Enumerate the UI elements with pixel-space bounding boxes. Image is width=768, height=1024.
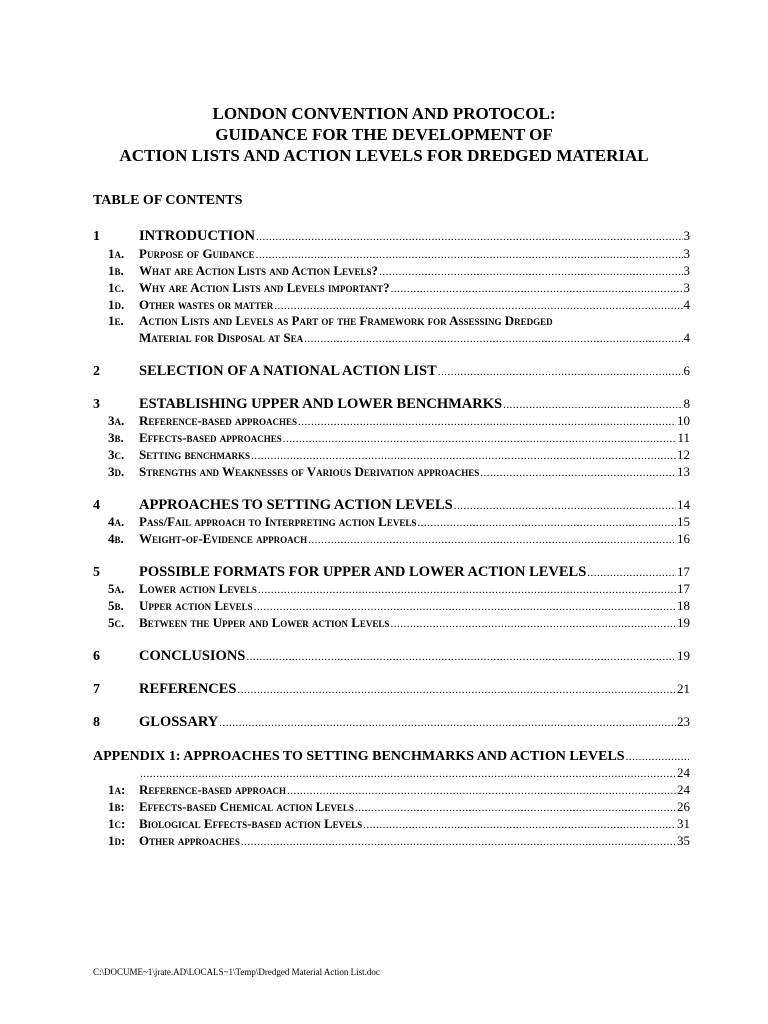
toc-entry-page: 17 <box>677 581 690 596</box>
toc-entry-title: ESTABLISHING UPPER AND LOWER BENCHMARKS <box>139 396 503 412</box>
toc-entry-title: Other wastes or matter <box>139 297 274 312</box>
toc-entry[interactable] <box>93 430 690 446</box>
toc-entry[interactable] <box>93 246 690 262</box>
toc-entry-title: APPENDIX 1: APPROACHES TO SETTING BENCHMARKS AND ACTION LEVELS <box>93 749 625 764</box>
toc-entry-number: 1d. <box>108 297 125 312</box>
toc-entry-number: 8 <box>93 715 100 730</box>
toc-entry-number: 1b. <box>108 263 124 278</box>
toc-entry-number: 5 <box>93 565 100 580</box>
toc-entry-page: 16 <box>677 531 690 546</box>
toc-entry-title: Effects-based approaches <box>139 430 282 445</box>
toc-entry[interactable] <box>93 396 690 413</box>
toc-entry-number: 3 <box>93 397 100 412</box>
dot-leader <box>355 802 676 814</box>
toc-entry-number: 1c: <box>108 816 126 831</box>
dot-leader <box>480 467 676 479</box>
dot-leader <box>256 249 683 261</box>
dot-leader <box>219 717 676 729</box>
toc-entry[interactable] <box>93 280 690 296</box>
toc-entry-title: Action Lists and Levels as Part of the Framework for Assessing Dredged <box>139 313 553 328</box>
toc-entry-number: 1a. <box>108 246 125 261</box>
toc-entry[interactable] <box>93 363 690 380</box>
toc-entry-title: SELECTION OF A NATIONAL ACTION LIST <box>139 363 437 379</box>
toc-entry-continuation[interactable] <box>93 765 690 781</box>
toc-entry[interactable] <box>93 447 690 463</box>
dot-leader <box>304 333 682 345</box>
dot-leader <box>417 517 676 529</box>
toc-entry-page: 10 <box>677 413 690 428</box>
toc-entry[interactable] <box>93 531 690 547</box>
toc-entry-page: 13 <box>677 464 690 479</box>
title-line-2: GUIDANCE FOR THE DEVELOPMENT OF <box>215 125 553 144</box>
toc-entry-number: 1 <box>93 229 100 244</box>
toc-entry[interactable] <box>93 648 690 665</box>
toc-entry[interactable] <box>93 297 690 313</box>
toc-entry-title: Biological Effects-based action Levels <box>139 816 363 831</box>
toc-entry-page: 12 <box>677 447 690 462</box>
toc-entry[interactable] <box>93 464 690 480</box>
toc-entry-page: 17 <box>677 564 690 579</box>
toc-entry-title: Strengths and Weaknesses of Various Derivation approaches <box>139 464 480 479</box>
dot-leader <box>254 601 676 613</box>
toc-entry-number: 6 <box>93 649 100 664</box>
toc-entry-page: 35 <box>677 833 690 848</box>
toc-entry-page: 3 <box>683 280 690 295</box>
toc-entry[interactable] <box>93 816 690 832</box>
toc-entry-number: 1e. <box>108 313 124 328</box>
toc-entry-number: 4b. <box>108 531 124 546</box>
toc-entry-page: 14 <box>677 497 690 512</box>
toc-entry-title: GLOSSARY <box>139 714 219 730</box>
toc-entry-title: Purpose of Guidance <box>139 246 255 261</box>
toc-entry-title-continued: Material for Disposal at Sea <box>139 330 304 345</box>
dot-leader <box>238 684 677 696</box>
toc-entry-page: 18 <box>677 598 690 613</box>
title-line-1: LONDON CONVENTION AND PROTOCOL: <box>212 104 556 123</box>
toc-entry-title: POSSIBLE FORMATS FOR UPPER AND LOWER ACTION LEVELS <box>139 564 587 580</box>
dot-leader <box>258 584 676 596</box>
dot-leader <box>363 819 676 831</box>
dot-leader <box>251 450 676 462</box>
toc-entry-page: 11 <box>677 430 690 445</box>
toc-entry-number: 3c. <box>108 447 125 462</box>
toc-entry-page: 6 <box>683 363 690 378</box>
toc-entry-title: Upper action Levels <box>139 598 253 613</box>
toc-entry[interactable] <box>93 581 690 597</box>
toc-entry-title: Between the Upper and Lower action Levels <box>139 615 390 630</box>
dot-leader <box>454 500 676 512</box>
toc-entry-page: 3 <box>683 246 690 261</box>
dot-leader <box>308 534 676 546</box>
dot-leader <box>626 751 689 763</box>
toc-entry[interactable] <box>93 799 690 815</box>
toc-entry[interactable] <box>93 714 690 731</box>
toc-entry-page: 26 <box>677 799 690 814</box>
toc-entry-number: 5c. <box>108 615 125 630</box>
toc-entry-number: 2 <box>93 364 100 379</box>
toc-entry-number: 1a: <box>108 782 126 797</box>
toc-entry-title: CONCLUSIONS <box>139 648 246 664</box>
dot-leader <box>140 768 676 780</box>
dot-leader <box>379 266 682 278</box>
toc-entry[interactable] <box>93 782 690 798</box>
document-title <box>0 103 768 166</box>
dot-leader <box>283 433 677 445</box>
dot-leader <box>438 366 683 378</box>
toc-entry[interactable] <box>93 598 690 614</box>
toc-entry-page: 15 <box>677 514 690 529</box>
toc-entry-title: REFERENCES <box>139 681 237 697</box>
toc-entry-number: 4a. <box>108 514 125 529</box>
toc-entry[interactable] <box>93 228 690 245</box>
toc-entry-number: 4 <box>93 498 100 513</box>
toc-entry-number: 3a. <box>108 413 125 428</box>
toc-entry-page: 31 <box>677 816 690 831</box>
toc-entry-page: 3 <box>683 263 690 278</box>
dot-leader <box>503 399 682 411</box>
toc-entry-title: Reference-based approach <box>139 782 286 797</box>
toc-entry-number: 1c. <box>108 280 125 295</box>
dot-leader <box>274 300 682 312</box>
toc-entry-number: 3b. <box>108 430 124 445</box>
dot-leader <box>246 651 676 663</box>
toc-entry-title: Setting benchmarks <box>139 447 250 462</box>
toc-entry-title: Effects-based Chemical action Levels <box>139 799 354 814</box>
dot-leader <box>587 567 676 579</box>
toc-entry-title: Why are Action Lists and Levels important? <box>139 280 390 295</box>
toc-entry-title: Other approaches <box>139 833 240 848</box>
toc-entry-appendix[interactable] <box>93 749 690 765</box>
toc-entry-number: 7 <box>93 682 100 697</box>
dot-leader <box>241 836 676 848</box>
toc-entry[interactable] <box>93 313 690 329</box>
toc-entry-page: 21 <box>677 681 690 696</box>
toc-entry-number: 1d: <box>108 833 126 848</box>
toc-entry-continuation[interactable] <box>93 330 690 346</box>
dot-leader <box>256 231 682 243</box>
toc-entry-page: 4 <box>683 297 690 312</box>
dot-leader <box>391 283 683 295</box>
dot-leader <box>390 618 676 630</box>
toc-entry-page: 24 <box>677 765 690 780</box>
toc-entry-page: 3 <box>683 228 690 243</box>
toc-entry[interactable] <box>93 681 690 698</box>
toc-entry-title: Lower action Levels <box>139 581 257 596</box>
toc-entry[interactable] <box>93 833 690 849</box>
toc-entry-page: 23 <box>677 714 690 729</box>
toc-entry[interactable] <box>93 564 690 581</box>
toc-entry-title: INTRODUCTION <box>139 228 256 244</box>
toc-entry[interactable] <box>93 615 690 631</box>
toc-entry-number: 5a. <box>108 581 125 596</box>
toc-entry[interactable] <box>93 263 690 279</box>
toc-entry-number: 3d. <box>108 464 125 479</box>
toc-entry[interactable] <box>93 497 690 514</box>
toc-entry[interactable] <box>93 514 690 530</box>
toc-entry-title: Pass/Fail approach to Interpreting action Levels <box>139 514 417 529</box>
toc-heading: TABLE OF CONTENTS <box>93 193 243 208</box>
toc-entry-page: 4 <box>683 330 690 345</box>
toc-entry[interactable] <box>93 413 690 429</box>
toc-entry-title: Reference-based approaches <box>139 413 297 428</box>
toc-entry-page: 19 <box>677 615 690 630</box>
dot-leader <box>287 785 676 797</box>
title-line-3: ACTION LISTS AND ACTION LEVELS FOR DREDGED MATERIAL <box>119 146 649 165</box>
toc-entry-number: 1b: <box>108 799 125 814</box>
file-path-footer: C:\DOCUME~1\jrate.AD\LOCALS~1\Temp\Dredged Material Action List.doc <box>93 967 380 977</box>
toc-entry-page: 19 <box>677 648 690 663</box>
toc-entry-title: Weight-of-Evidence approach <box>139 531 308 546</box>
dot-leader <box>298 416 676 428</box>
toc-entry-page: 24 <box>677 782 690 797</box>
toc-entry-number: 5b. <box>108 598 124 613</box>
toc-entry-page: 8 <box>683 396 690 411</box>
toc-entry-title: What are Action Lists and Action Levels? <box>139 263 379 278</box>
toc-entry-title: APPROACHES TO SETTING ACTION LEVELS <box>139 497 453 513</box>
